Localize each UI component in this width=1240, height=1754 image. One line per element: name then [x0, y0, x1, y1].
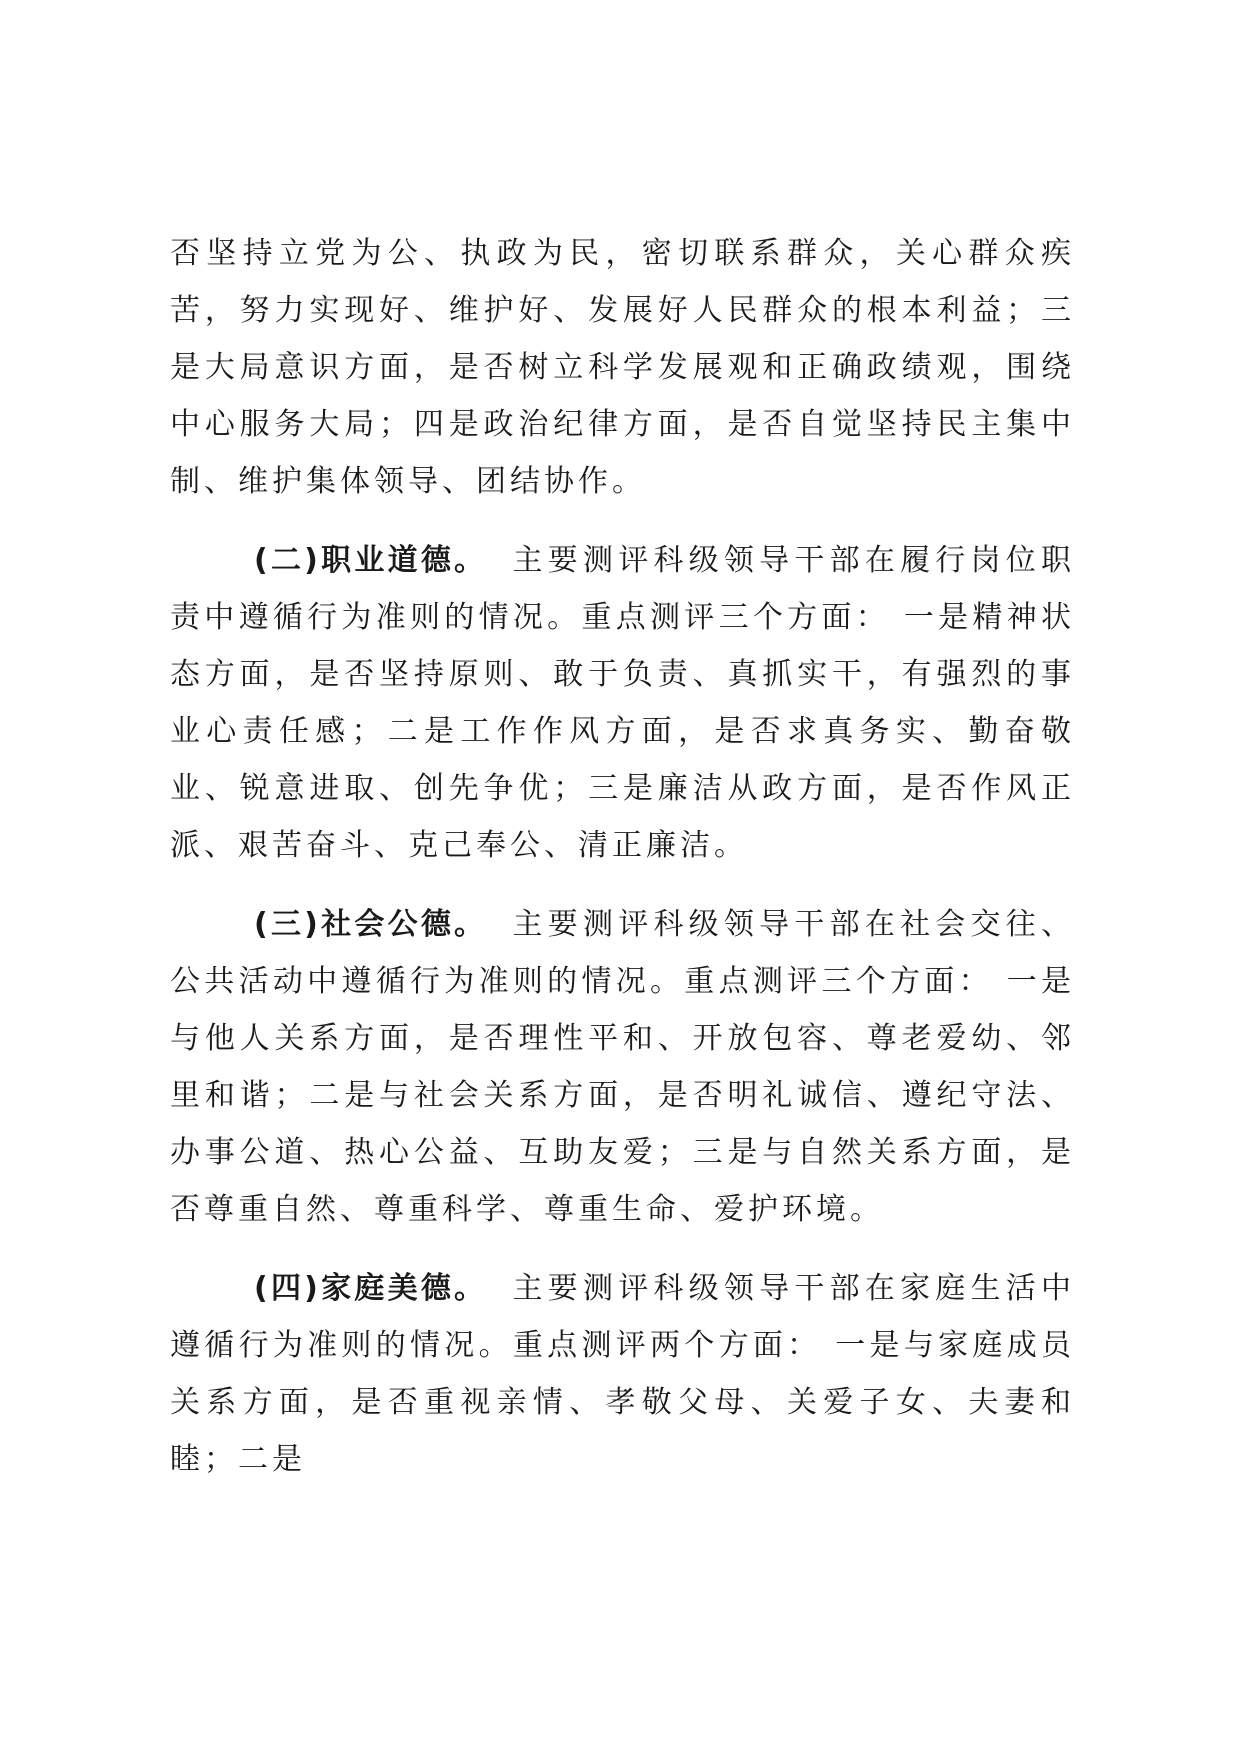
- section-body-professional-ethics: 主要测评科级领导干部在履行岗位职责中遵循行为准则的情况。重点测评三个方面： 一是精神状态方面，是否坚持原则、敢于负责、真抓实干，有强烈的事业心责任感；二是工作作风方面，是否求真务实、勤奋敬业、锐意进取、创先争优；三是廉洁从政方面，是否作风正派、艰苦奋斗、克己奉公、清正廉洁。: [170, 543, 1075, 863]
- section-heading-family-virtues: (四)家庭美德。: [254, 1271, 488, 1306]
- section-body-family-virtues: 主要测评科级领导干部在家庭生活中遵循行为准则的情况。重点测评两个方面： 一是与家庭成员关系方面，是否重视亲情、孝敬父母、关爱子女、夫妻和睦；二是: [170, 1271, 1075, 1477]
- section-social-ethics: [170, 896, 1075, 1238]
- section-family-virtues: [170, 1260, 1075, 1488]
- section-body-social-ethics: 主要测评科级领导干部在社会交往、公共活动中遵循行为准则的情况。重点测评三个方面： 一是与他人关系方面，是否理性平和、开放包容、尊老爱幼、邻里和谐；二是与社会关系方面，是否明礼诚信、遵纪守法、办事公道、热心公益、互助友爱；三是与自然关系方面，是否尊重自然、尊重科学、尊重生命、爱护环境。: [170, 907, 1075, 1227]
- section-professional-ethics: [170, 532, 1075, 874]
- continued-paragraph: 否坚持立党为公、执政为民，密切联系群众，关心群众疾苦，努力实现好、维护好、发展好人民群众的根本利益；三是大局意识方面，是否树立科学发展观和正确政绩观，围绕中心服务大局；四是政治纪律方面，是否自觉坚持民主集中制、维护集体领导、团结协作。: [170, 236, 1075, 499]
- section-heading-social-ethics: (三)社会公德。: [254, 907, 488, 942]
- document-body: [170, 225, 1075, 1488]
- section-heading-professional-ethics: (二)职业道德。: [254, 543, 488, 578]
